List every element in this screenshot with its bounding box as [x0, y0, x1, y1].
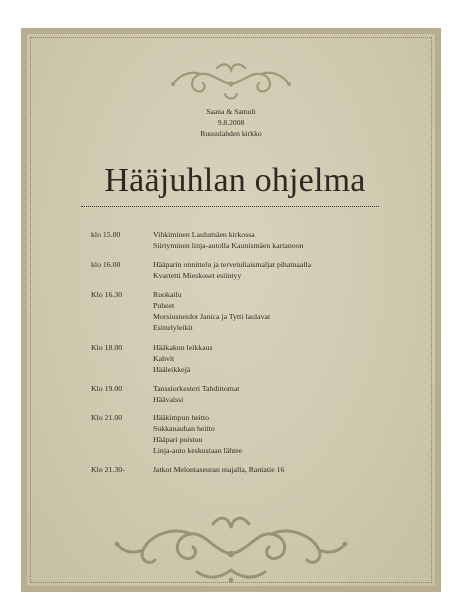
schedule-time: Klo 16.30 [91, 290, 123, 299]
schedule-item: Sukkanauhan heitto [153, 424, 215, 433]
schedule-item: Hääkakun leikkaus [153, 343, 213, 352]
schedule-item: Tanssiorkesteri Tahdittomat [153, 384, 240, 393]
couple-names: Saana & Samuli [206, 107, 256, 116]
schedule-item: Siirtyminen linja-autolla Kaunismäen kartanoon [153, 241, 304, 250]
schedule-item: Morsiusneidot Janica ja Tytti laulavat [153, 312, 271, 321]
schedule-item: Kvartetti Mieskoset esiintyy [153, 271, 242, 280]
schedule-item: Linja-auto keskustaan lähtee [153, 446, 243, 455]
schedule-item: Hääkimpun heitto [153, 413, 210, 422]
schedule-item: Hääparin onnittelu ja tervetuliaismaljat pihamaalla [153, 260, 312, 269]
schedule-time: klo 15.00 [91, 230, 121, 239]
ceremony-location: Ruusulahden kirkko [200, 129, 262, 138]
schedule-time: Klo 21.00 [91, 413, 123, 422]
schedule-time: Klo 19.00 [91, 384, 123, 393]
page-frame [21, 28, 441, 592]
schedule-item: Vihkiminen Laulumäen kirkossa [153, 230, 255, 239]
bottom-flourish-ornament [113, 514, 349, 586]
schedule-item: Esittelyleikit [153, 323, 193, 332]
invitation-panel [27, 34, 435, 586]
schedule-item: Kahvit [153, 354, 175, 363]
page-title: Hääjuhlan ohjelma [104, 162, 366, 199]
schedule-item: Häävalssi [153, 395, 184, 404]
wedding-date: 9.8.2008 [217, 118, 245, 127]
top-flourish-ornament [167, 60, 295, 104]
title-dotted-rule [81, 206, 379, 207]
schedule-item: Jatkot Melontaseuran majalla, Rantatie 16 [153, 465, 285, 474]
schedule-item: Puheet [153, 301, 175, 310]
schedule-time: klo 16.00 [91, 260, 121, 269]
schedule-item: Hääleikkejä [153, 365, 191, 374]
schedule-item: Ruokailu [153, 290, 182, 299]
schedule-item: Hääpari poistuu [153, 435, 203, 444]
schedule-time: Klo 18.00 [91, 343, 123, 352]
schedule-time: Klo 21.30- [91, 465, 125, 474]
